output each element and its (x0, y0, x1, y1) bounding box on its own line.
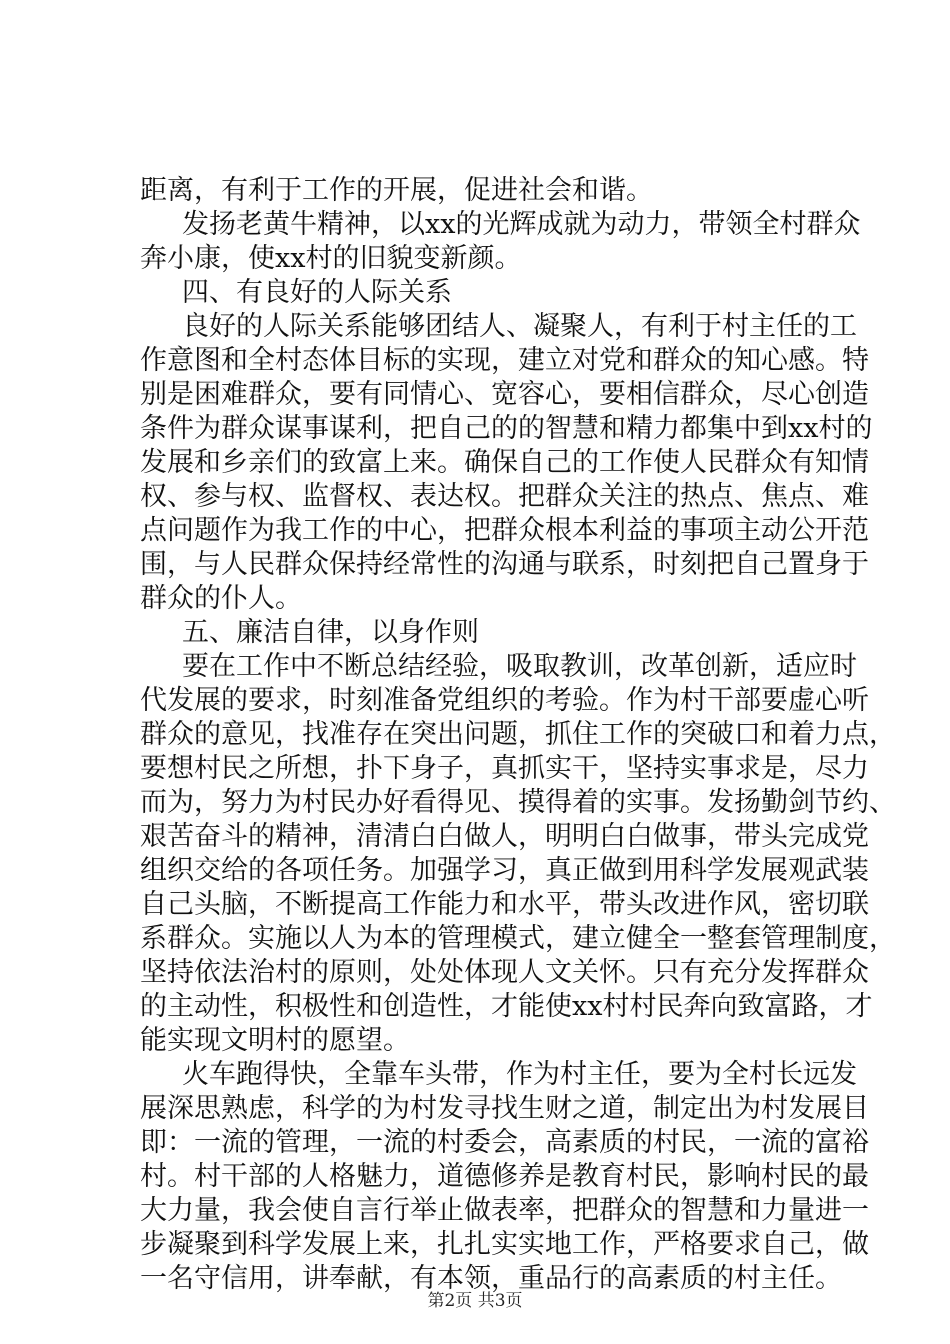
paragraph-line: 要在工作中不断总结经验，吸取教训，改革创新，适应时 (182, 651, 857, 682)
paragraph-line: 代发展的要求，时刻准备党组织的考验。作为村干部要虚心听 (140, 685, 869, 716)
paragraph-line: 自己头脑，不断提高工作能力和水平，带头改进作风，密切联 (140, 889, 869, 920)
paragraph-line: 群众的仆人。 (140, 583, 302, 614)
paragraph-line: 良好的人际关系能够团结人、凝聚人，有利于村主任的工 (182, 311, 857, 342)
paragraph-line: 发扬老黄牛精神，以xx的光辉成就为动力，带领全村群众 (182, 209, 861, 240)
paragraph-line: 发展和乡亲们的致富上来。确保自己的工作使人民群众有知情 (140, 447, 869, 478)
paragraph-line: 条件为群众谋事谋利，把自己的的智慧和精力都集中到xx村的 (140, 413, 873, 444)
section-heading: 四、有良好的人际关系 (182, 277, 452, 308)
paragraph-line: 权、参与权、监督权、表达权。把群众关注的热点、焦点、难 (140, 481, 869, 512)
paragraph-line: 围，与人民群众保持经常性的沟通与联系，时刻把自己置身于 (140, 549, 869, 580)
paragraph-line: 要想村民之所想，扑下身子，真抓实干，坚持实事求是，尽力 (140, 753, 869, 784)
section-heading: 五、廉洁自律，以身作则 (182, 617, 479, 648)
paragraph-line: 村。村干部的人格魅力，道德修养是教育村民，影响村民的最 (140, 1161, 869, 1192)
paragraph-line: 能实现文明村的愿望。 (140, 1025, 410, 1056)
paragraph-line: 大力量，我会使自言行举止做表率，把群众的智慧和力量进一 (140, 1195, 869, 1226)
paragraph-line: 的主动性，积极性和创造性，才能使xx村村民奔向致富路，才 (140, 991, 873, 1022)
paragraph-line: 即：一流的管理，一流的村委会，高素质的村民，一流的富裕 (140, 1127, 869, 1158)
paragraph-line: 系群众。实施以人为本的管理模式，建立健全一整套管理制度， (140, 923, 896, 954)
paragraph-line: 而为，努力为村民办好看得见、摸得着的实事。发扬勤剑节约、 (140, 787, 896, 818)
paragraph-line: 别是困难群众，要有同情心、宽容心，要相信群众，尽心创造 (140, 379, 869, 410)
paragraph-line: 展深思熟虑，科学的为村发寻找生财之道，制定出为村发展目 (140, 1093, 869, 1124)
paragraph-line: 组织交给的各项任务。加强学习，真正做到用科学发展观武装 (140, 855, 869, 886)
paragraph-line: 坚持依法治村的原则，处处体现人文关怀。只有充分发挥群众 (140, 957, 869, 988)
paragraph-line: 距离，有利于工作的开展，促进社会和谐。 (140, 175, 653, 206)
paragraph-line: 步凝聚到科学发展上来，扎扎实实地工作，严格要求自己，做 (140, 1229, 869, 1260)
paragraph-line: 一名守信用，讲奉献，有本领，重品行的高素质的村主任。 (140, 1263, 842, 1294)
paragraph-line: 奔小康，使xx村的旧貌变新颜。 (140, 243, 522, 274)
page-number-footer: 第2页 共3页 (427, 1291, 523, 1311)
paragraph-line: 群众的意见，找准存在突出问题，抓住工作的突破口和着力点， (140, 719, 896, 750)
paragraph-line: 作意图和全村态体目标的实现，建立对党和群众的知心感。特 (140, 345, 869, 376)
paragraph-line: 火车跑得快，全靠车头带，作为村主任，要为全村长远发 (182, 1059, 857, 1090)
paragraph-line: 艰苦奋斗的精神，清清白白做人，明明白白做事，带头完成党 (140, 821, 869, 852)
paragraph-line: 点问题作为我工作的中心，把群众根本利益的事项主动公开范 (140, 515, 869, 546)
